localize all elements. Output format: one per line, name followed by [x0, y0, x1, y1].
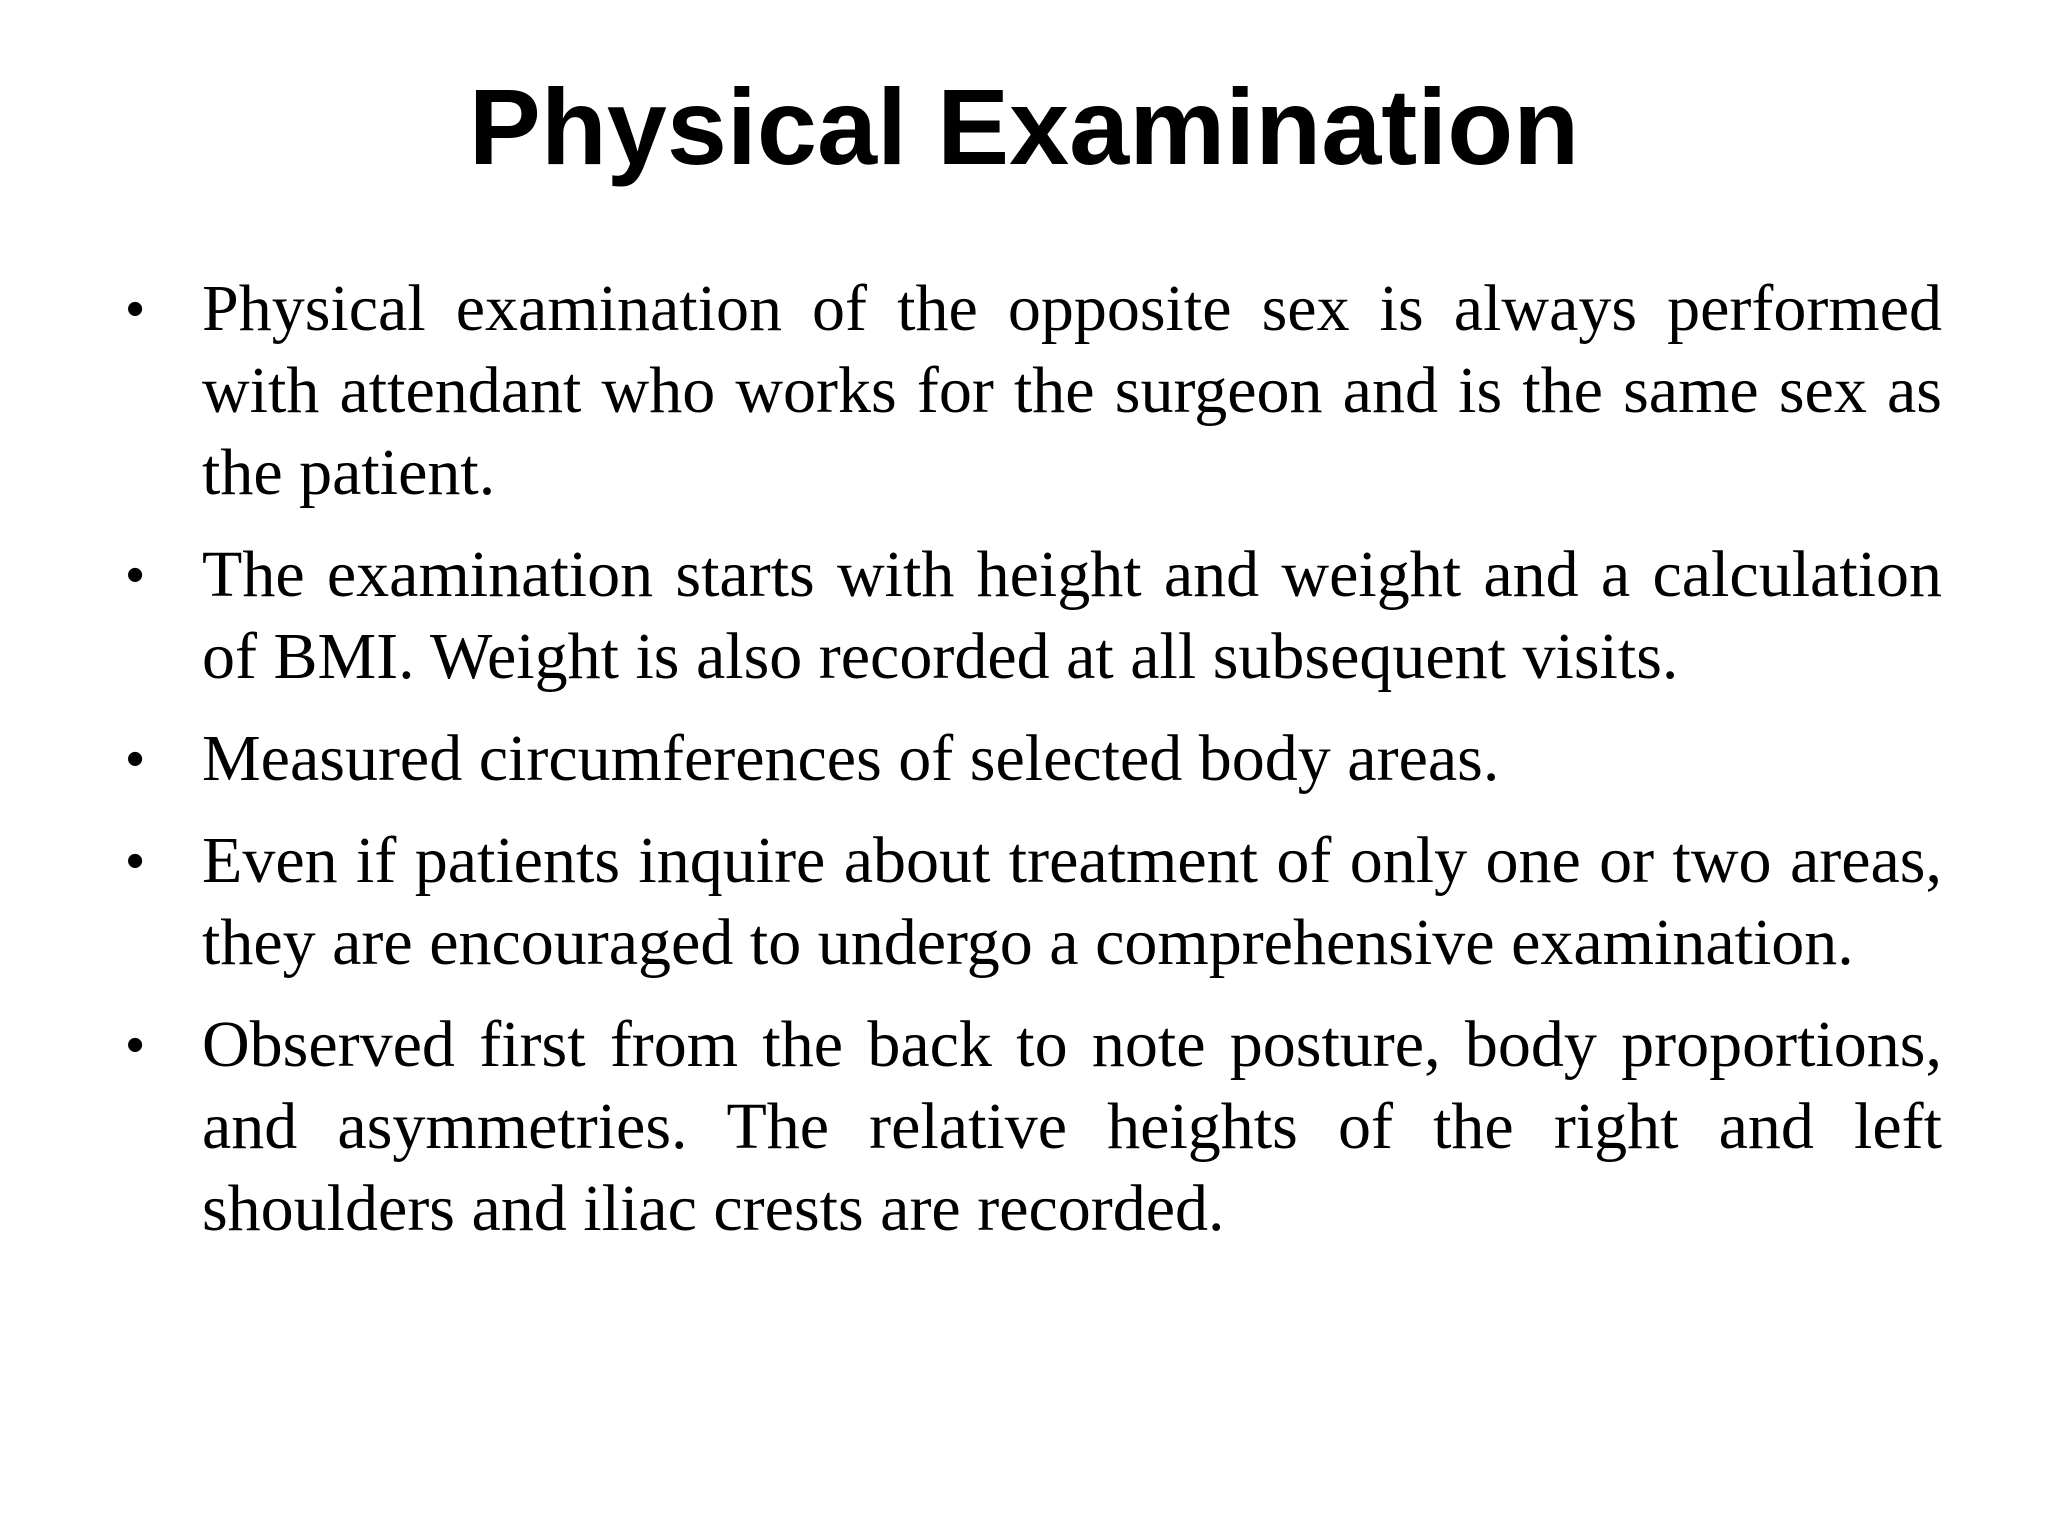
bullet-icon: • [126, 730, 145, 788]
bullet-text: Physical examination of the opposite sex is always performed with attendant who works for the surgeon and is the same sex as the patient. [202, 272, 1942, 509]
bullet-icon: • [126, 546, 145, 604]
bullet-item [122, 1004, 1942, 1250]
bullet-icon: • [126, 1016, 145, 1074]
bullet-item [122, 534, 1942, 698]
bullet-list [122, 268, 1942, 1270]
bullet-item [122, 718, 1942, 800]
bullet-text: Measured circumferences of selected body areas. [202, 722, 1500, 795]
bullet-item [122, 268, 1942, 514]
bullet-text: The examination starts with height and weight and a calculation of BMI. Weight is also recorded at all subsequent visits. [202, 538, 1942, 693]
bullet-icon: • [126, 280, 145, 338]
bullet-item [122, 820, 1942, 984]
bullet-icon: • [126, 832, 145, 890]
bullet-text: Even if patients inquire about treatment of only one or two areas, they are encouraged to undergo a comprehensive examination. [202, 824, 1942, 979]
bullet-text: Observed first from the back to note posture, body proportions, and asymmetries. The relative heights of the right and left shoulders and iliac crests are recorded. [202, 1008, 1942, 1245]
slide-title: Physical Examination [468, 66, 1580, 187]
